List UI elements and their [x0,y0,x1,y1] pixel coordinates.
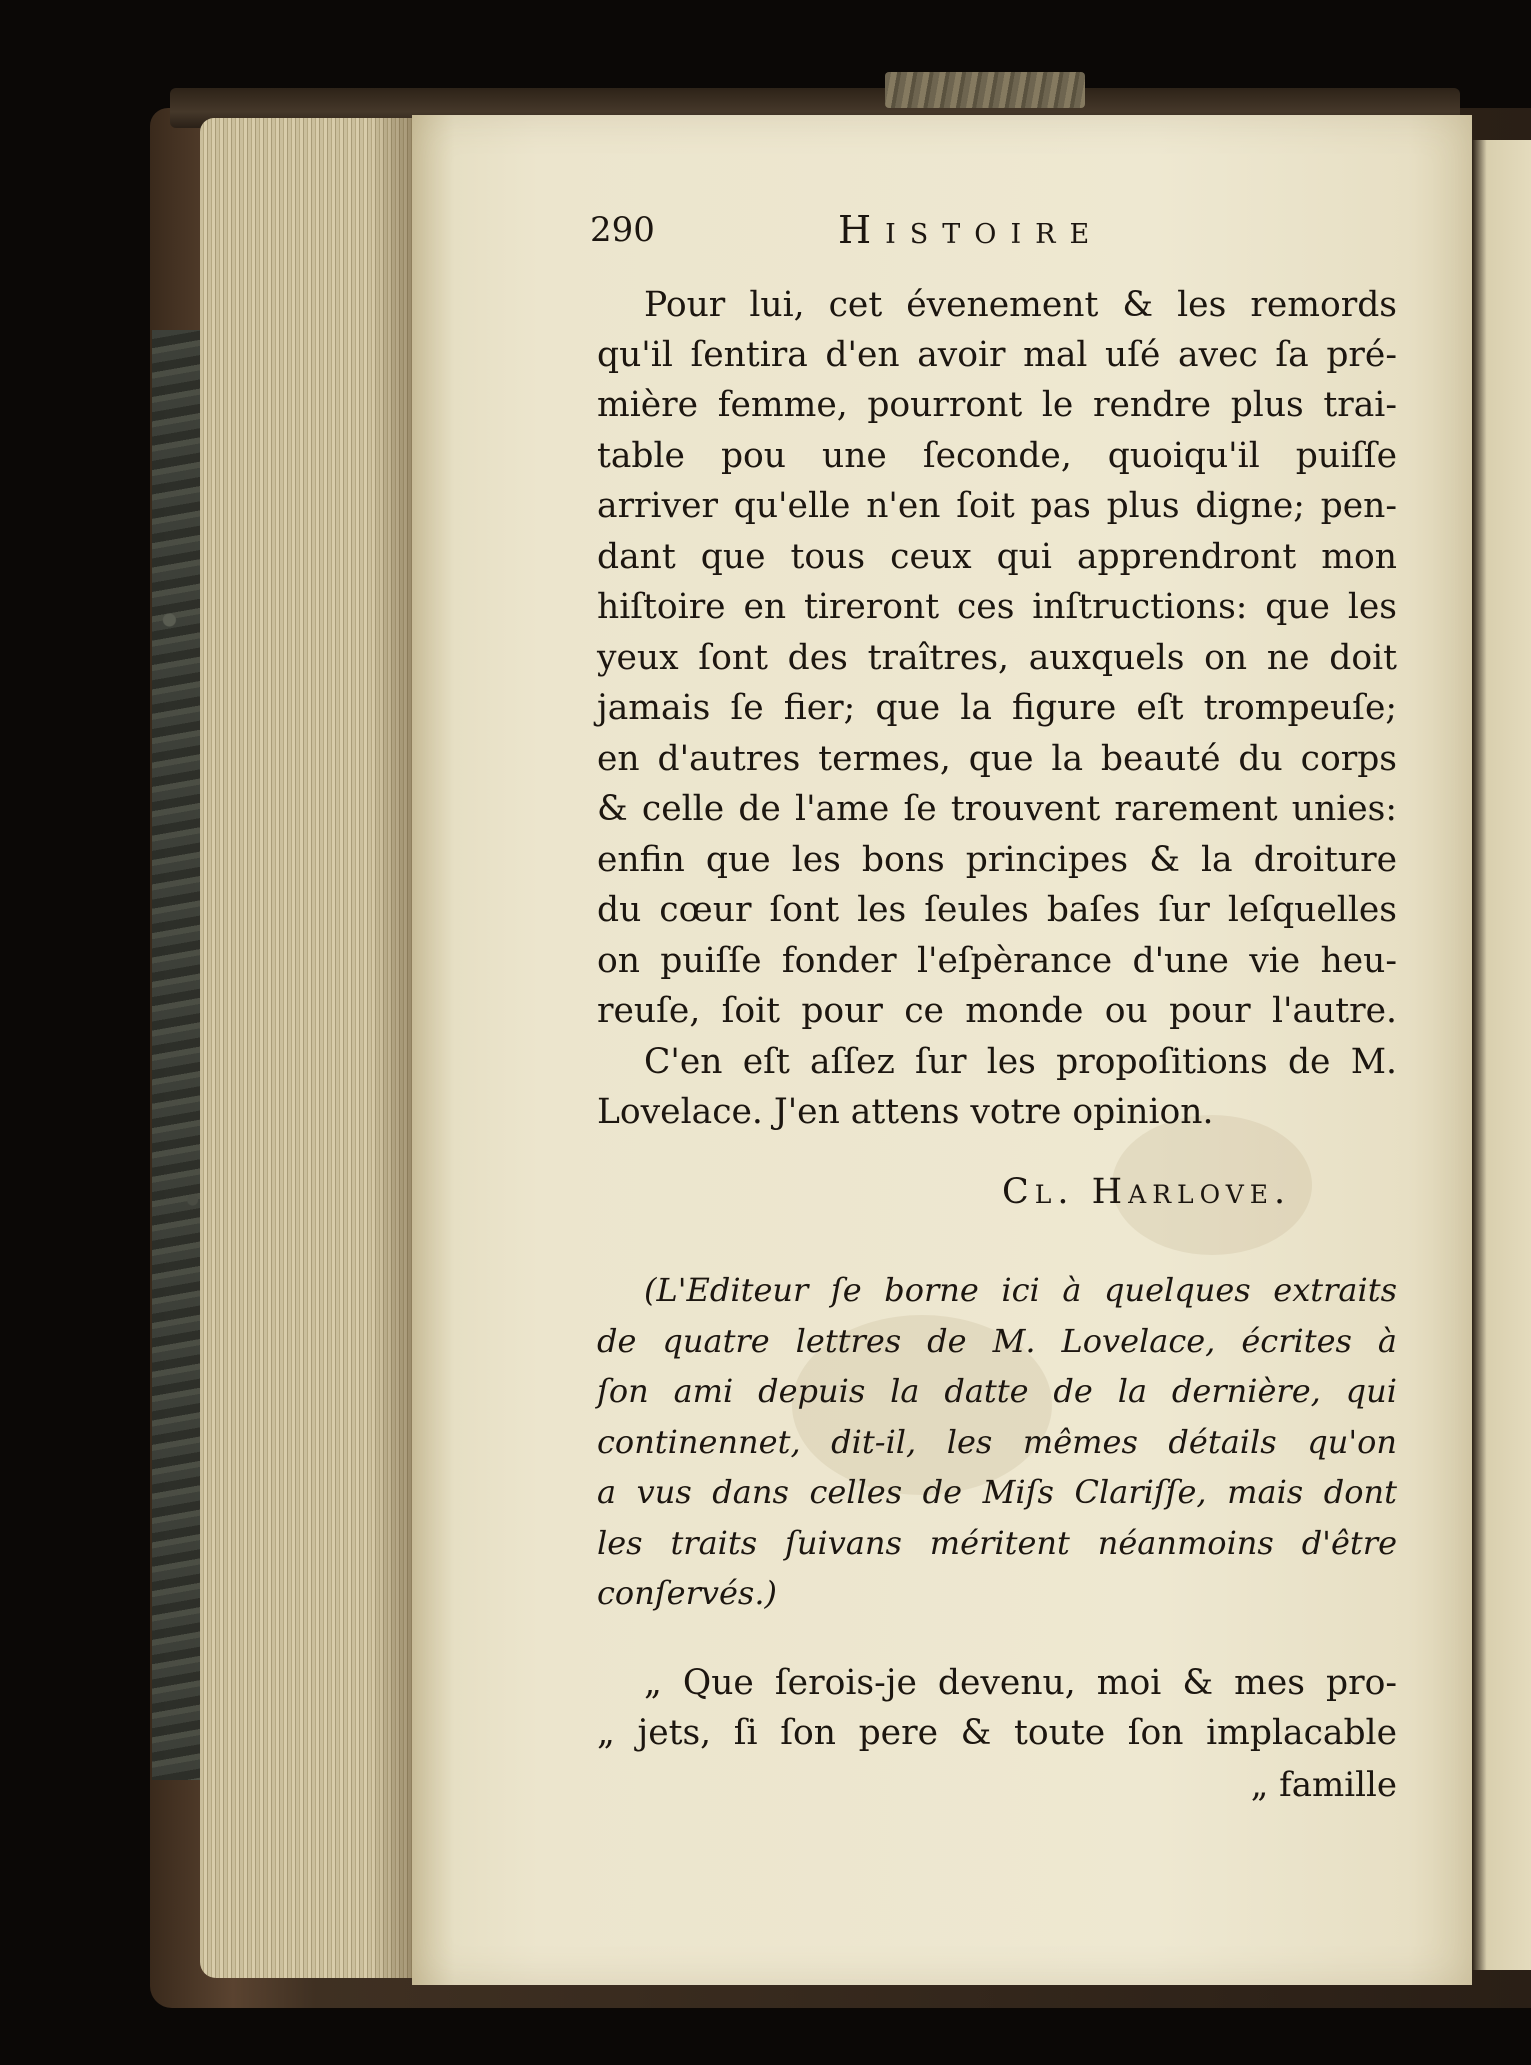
page-header [590,210,1150,260]
text-line: C'en eſt aſſez ſur les propoſitions de M. [644,1042,1397,1082]
text-line: en d'autres termes, que la beauté du corps [597,739,1397,779]
facing-page-edge [1472,140,1531,1970]
letter-signature: Cl. Harlove. [1002,1172,1292,1212]
text-line: mière femme, pourront le rendre plus trai- [597,385,1397,425]
text-line: jamais ſe fier; que la figure eſt trompeuſe; [597,688,1397,728]
text-line: Lovelace. J'en attens votre opinion. [597,1092,1214,1132]
text-line: arriver qu'elle n'en ſoit pas plus digne; pen- [597,486,1397,526]
editor-note-line: a vus dans celles de Miſs Clariſſe, mais dont [597,1473,1397,1511]
text-line: reuſe, ſoit pour ce monde ou pour l'autre. [597,991,1397,1031]
editor-note-line: ſon ami depuis la datte de la dernière, qui [597,1372,1397,1410]
text-line: qu'il ſentira d'en avoir mal uſé avec ſa pré- [597,335,1397,375]
text-line: table pou une ſeconde, quoiqu'il puiſſe [597,436,1397,476]
editor-note-line: de quatre lettres de M. Lovelace, écrites à [597,1322,1397,1360]
page-number: 290 [590,210,655,250]
text-line: hiſtoire en tireront ces inſtructions: que les [597,587,1397,627]
text-line: Pour lui, cet évenement & les remords [644,285,1397,325]
text-line: enfin que les bons principes & la droiture [597,840,1397,880]
text-line: du cœur ſont les ſeules baſes ſur leſquelles [597,890,1397,930]
text-line: & celle de l'ame ſe trouvent rarement unies: [597,789,1397,829]
editor-note-line: conſervés.) [597,1574,777,1612]
editor-note-line: les traits ſuivans méritent néanmoins d'être [597,1524,1397,1562]
gutter-shadow [370,118,415,1978]
editor-note-line: (L'Editeur ſe borne ici à quelques extraits [644,1271,1397,1309]
running-title: Histoire [838,208,1104,252]
catchword: „ famille [1250,1765,1397,1805]
spine-tab [885,72,1085,108]
text-line: „ jets, ſi ſon pere & toute ſon implacable [597,1713,1397,1753]
text-line: on puiſſe fonder l'eſpèrance d'une vie heu- [597,941,1397,981]
text-line: yeux ſont des traîtres, auxquels on ne doit [597,638,1397,678]
text-line: dant que tous ceux qui apprendront mon [597,537,1397,577]
text-line: „ Que ſerois-je devenu, moi & mes pro- [644,1663,1397,1703]
editor-note-line: continennet, dit-il, les mêmes détails qu'on [597,1423,1397,1461]
